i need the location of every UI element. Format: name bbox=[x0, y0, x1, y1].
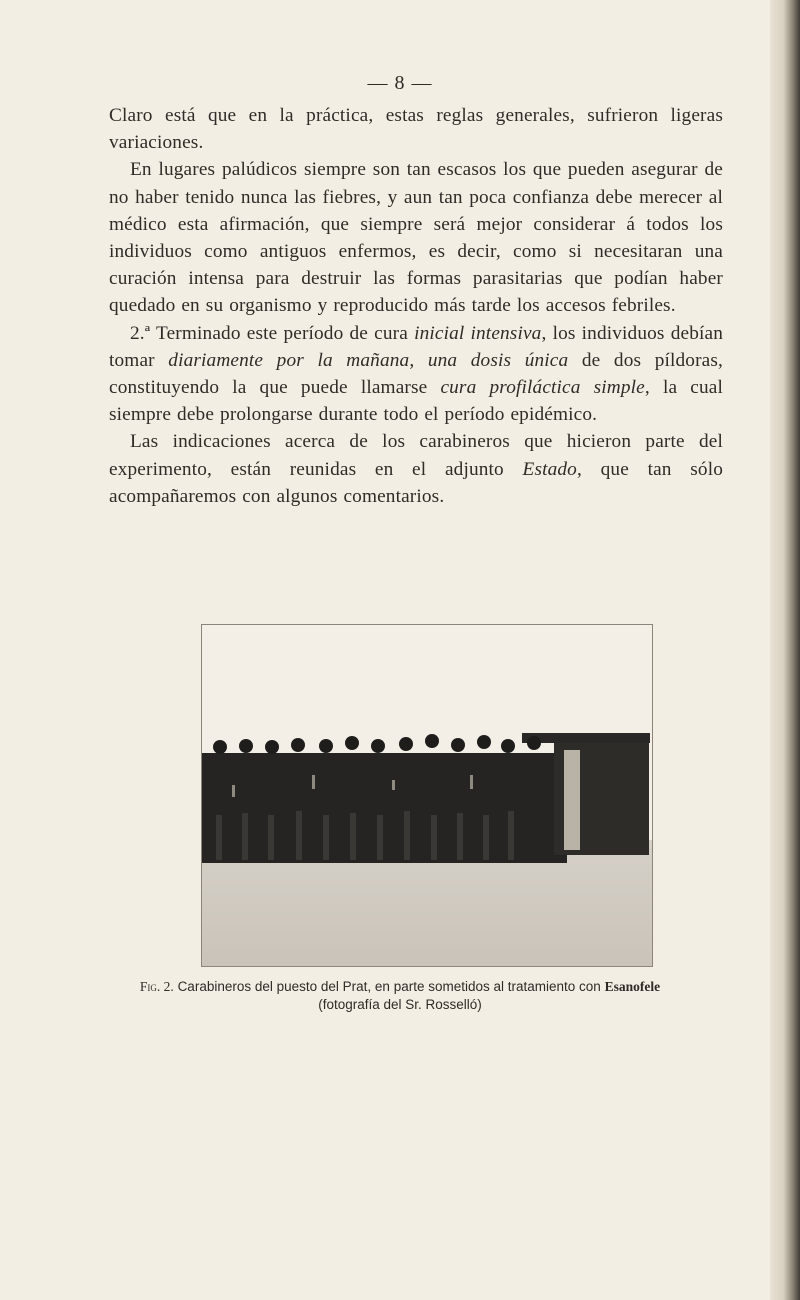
text-segment: Claro está que en la práctica, estas reglas generales, sufrieron ligeras variaciones. bbox=[109, 105, 723, 154]
italic-text: diariamente por la mañana, una dosis única bbox=[168, 349, 569, 371]
text-segment: , los individuos debían tomar bbox=[109, 322, 724, 371]
text-segment: Las indicaciones acerca de los carabineros que hicieron parte del experimento, están reunidas en el adjunto bbox=[109, 431, 723, 480]
text-segment: de dos píldoras, constituyendo la que puede llamarse bbox=[109, 349, 723, 399]
italic-text: inicial intensiva bbox=[414, 322, 542, 344]
figure-caption-text: Carabineros del puesto del Prat, en parte sometidos al tratamiento con bbox=[177, 979, 601, 994]
figure-credit: (fotografía del Sr. Rosselló) bbox=[318, 997, 482, 1012]
figure-label: Fig. 2. bbox=[139, 979, 174, 994]
text-segment: , que tan sólo acompañaremos con algunos comentarios. bbox=[109, 458, 724, 507]
page-number: — 8 — bbox=[367, 72, 433, 94]
page-edge-shadow bbox=[770, 0, 800, 1300]
body-text bbox=[109, 102, 723, 510]
paragraph bbox=[109, 428, 723, 510]
paragraph bbox=[109, 102, 723, 156]
text-segment: En lugares palúdicos siempre son tan escasos los que pueden asegurar de no haber tenido nunca las fiebres, y aun tan poca confianza debe merecer al médico esta afirmación, que siempre será mejor considerar á todos los individuos como antiguos enfermos, es decir, como si necesitaran una curación intensa para destruir las formas parasitarias que podían haber quedado en su organismo y reproducido más tarde los accesos febriles. bbox=[109, 159, 723, 317]
group-photo-illustration bbox=[202, 625, 652, 966]
text-segment: 2.ª Terminado este período de cura bbox=[130, 322, 415, 344]
figure-caption bbox=[0, 978, 800, 995]
figure-caption-brand: Esanofele bbox=[604, 979, 661, 994]
italic-text: cura profiláctica simple bbox=[440, 377, 645, 399]
paragraph bbox=[109, 156, 723, 319]
paragraph bbox=[109, 320, 723, 429]
text-segment: , la cual siempre debe prolongarse durante todo el período epidémico. bbox=[109, 377, 723, 426]
figure-photograph bbox=[201, 624, 653, 967]
italic-text: Estado bbox=[522, 458, 577, 480]
